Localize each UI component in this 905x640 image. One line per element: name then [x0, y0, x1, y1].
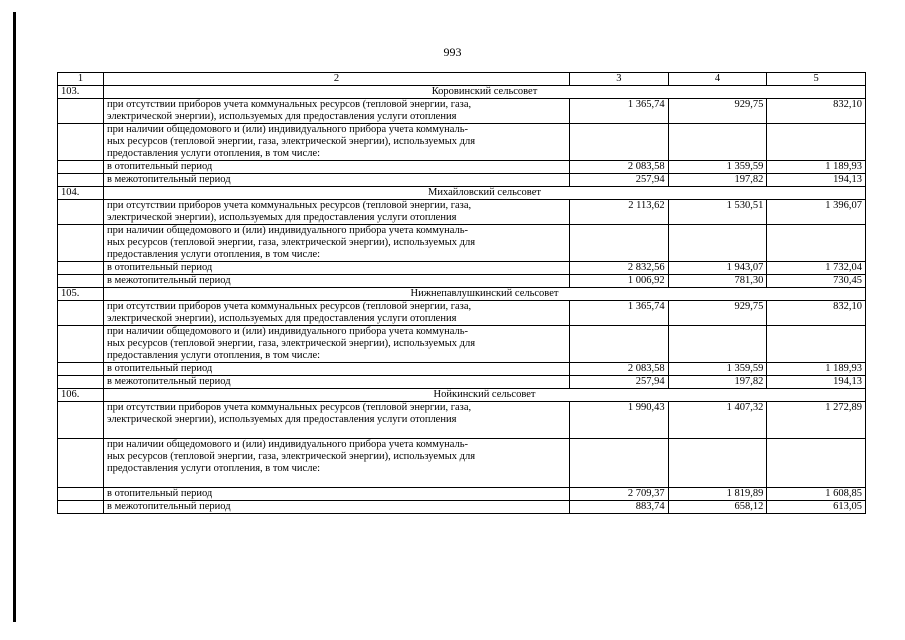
value-col-3: 2 832,56 [570, 262, 669, 275]
value-col-4: 197,82 [668, 174, 767, 187]
value-col-5: 1 272,89 [767, 402, 866, 439]
absent-meters-description [104, 200, 570, 225]
empty-cell [58, 439, 104, 488]
empty-cell [58, 124, 104, 161]
interheating-period-label: в межотопительный период [104, 275, 570, 288]
empty-cell [767, 124, 866, 161]
text-line: при наличии общедомового и (или) индивидуального прибора учета коммуналь- [107, 439, 469, 450]
value-col-5: 1 189,93 [767, 161, 866, 174]
value-col-4: 1 359,59 [668, 161, 767, 174]
empty-cell [570, 439, 669, 488]
interheating-period-row [58, 275, 866, 288]
value-col-3: 257,94 [570, 174, 669, 187]
present-meters-description [104, 439, 570, 488]
text-line: предоставления услуги отопления, в том числе: [107, 463, 321, 474]
empty-cell [668, 326, 767, 363]
present-meters-row [58, 225, 866, 262]
section-number: 104. [58, 187, 104, 200]
empty-cell [570, 225, 669, 262]
heating-period-row [58, 161, 866, 174]
section-number: 105. [58, 288, 104, 301]
text-line: ных ресурсов (тепловой энергии, газа, электрической энергии), используемых для [107, 451, 476, 462]
value-col-3: 2 083,58 [570, 363, 669, 376]
interheating-period-row [58, 376, 866, 389]
empty-cell [668, 225, 767, 262]
value-col-4: 197,82 [668, 376, 767, 389]
heating-period-row [58, 262, 866, 275]
empty-cell [58, 275, 104, 288]
empty-cell [58, 501, 104, 514]
section-row [58, 86, 866, 99]
value-col-3: 1 365,74 [570, 99, 669, 124]
heating-period-row [58, 488, 866, 501]
heating-period-label: в отопительный период [104, 363, 570, 376]
section-name: Михайловский сельсовет [104, 187, 866, 200]
empty-cell [767, 439, 866, 488]
present-meters-description [104, 225, 570, 262]
header-col-4: 4 [668, 73, 767, 86]
present-meters-description [104, 124, 570, 161]
text-line: предоставления услуги отопления, в том числе: [107, 350, 321, 361]
value-col-5: 1 396,07 [767, 200, 866, 225]
value-col-3: 1 006,92 [570, 275, 669, 288]
section-name: Коровинский сельсовет [104, 86, 866, 99]
empty-cell [58, 262, 104, 275]
empty-cell [58, 363, 104, 376]
empty-cell [58, 225, 104, 262]
value-col-4: 1 819,89 [668, 488, 767, 501]
value-col-4: 929,75 [668, 301, 767, 326]
value-col-5: 1 608,85 [767, 488, 866, 501]
value-col-3: 2 083,58 [570, 161, 669, 174]
value-col-5: 194,13 [767, 174, 866, 187]
text-line: при наличии общедомового и (или) индивидуального прибора учета коммуналь- [107, 124, 469, 135]
section-name: Нижнепавлушкинский сельсовет [104, 288, 866, 301]
value-col-4: 1 530,51 [668, 200, 767, 225]
header-row [58, 73, 866, 86]
empty-cell [767, 225, 866, 262]
value-col-3: 257,94 [570, 376, 669, 389]
absent-meters-description [104, 301, 570, 326]
present-meters-row [58, 124, 866, 161]
value-col-3: 1 990,43 [570, 402, 669, 439]
header-col-5: 5 [767, 73, 866, 86]
present-meters-row [58, 326, 866, 363]
absent-meters-row [58, 402, 866, 439]
text-line: электрической энергии), используемых для предоставления услуги отопления [107, 313, 457, 324]
value-col-3: 883,74 [570, 501, 669, 514]
interheating-period-label: в межотопительный период [104, 376, 570, 389]
tariff-table [57, 72, 866, 514]
value-col-5: 1 732,04 [767, 262, 866, 275]
heating-period-label: в отопительный период [104, 262, 570, 275]
text-line: при наличии общедомового и (или) индивидуального прибора учета коммуналь- [107, 326, 469, 337]
left-margin-bar [13, 12, 16, 622]
text-line: ных ресурсов (тепловой энергии, газа, электрической энергии), используемых для [107, 237, 476, 248]
text-line: предоставления услуги отопления, в том числе: [107, 148, 321, 159]
empty-cell [570, 326, 669, 363]
value-col-5: 832,10 [767, 99, 866, 124]
text-line: предоставления услуги отопления, в том числе: [107, 249, 321, 260]
absent-meters-description [104, 99, 570, 124]
empty-cell [668, 124, 767, 161]
empty-cell [767, 326, 866, 363]
empty-cell [58, 99, 104, 124]
empty-cell [58, 326, 104, 363]
text-line: при наличии общедомового и (или) индивидуального прибора учета коммуналь- [107, 225, 469, 236]
header-col-2: 2 [104, 73, 570, 86]
present-meters-description [104, 326, 570, 363]
empty-cell [58, 200, 104, 225]
value-col-4: 1 359,59 [668, 363, 767, 376]
section-row [58, 288, 866, 301]
empty-cell [58, 161, 104, 174]
section-row [58, 187, 866, 200]
empty-cell [58, 301, 104, 326]
absent-meters-description [104, 402, 570, 439]
value-col-5: 1 189,93 [767, 363, 866, 376]
text-line: при отсутствии приборов учета коммунальных ресурсов (тепловой энергии, газа, [107, 402, 472, 413]
present-meters-row [58, 439, 866, 488]
text-line: ных ресурсов (тепловой энергии, газа, электрической энергии), используемых для [107, 136, 476, 147]
text-line: ных ресурсов (тепловой энергии, газа, электрической энергии), используемых для [107, 338, 476, 349]
interheating-period-label: в межотопительный период [104, 501, 570, 514]
interheating-period-row [58, 501, 866, 514]
text-line: электрической энергии), используемых для предоставления услуги отопления [107, 414, 457, 425]
absent-meters-row [58, 99, 866, 124]
value-col-4: 781,30 [668, 275, 767, 288]
value-col-4: 1 407,32 [668, 402, 767, 439]
text-line: при отсутствии приборов учета коммунальных ресурсов (тепловой энергии, газа, [107, 99, 472, 110]
value-col-4: 658,12 [668, 501, 767, 514]
value-col-5: 730,45 [767, 275, 866, 288]
heating-period-label: в отопительный период [104, 161, 570, 174]
value-col-5: 832,10 [767, 301, 866, 326]
section-name: Нойкинский сельсовет [104, 389, 866, 402]
section-number: 106. [58, 389, 104, 402]
section-row [58, 389, 866, 402]
text-line: при отсутствии приборов учета коммунальных ресурсов (тепловой энергии, газа, [107, 301, 472, 312]
empty-cell [58, 376, 104, 389]
heating-period-label: в отопительный период [104, 488, 570, 501]
section-number: 103. [58, 86, 104, 99]
empty-cell [58, 488, 104, 501]
value-col-5: 613,05 [767, 501, 866, 514]
empty-cell [570, 124, 669, 161]
value-col-3: 1 365,74 [570, 301, 669, 326]
value-col-5: 194,13 [767, 376, 866, 389]
text-line: электрической энергии), используемых для предоставления услуги отопления [107, 111, 457, 122]
text-line: электрической энергии), используемых для предоставления услуги отопления [107, 212, 457, 223]
value-col-3: 2 113,62 [570, 200, 669, 225]
header-col-3: 3 [570, 73, 669, 86]
heating-period-row [58, 363, 866, 376]
interheating-period-label: в межотопительный период [104, 174, 570, 187]
page-number: 993 [443, 45, 462, 59]
text-line: при отсутствии приборов учета коммунальных ресурсов (тепловой энергии, газа, [107, 200, 472, 211]
empty-cell [668, 439, 767, 488]
value-col-4: 929,75 [668, 99, 767, 124]
empty-cell [58, 174, 104, 187]
value-col-4: 1 943,07 [668, 262, 767, 275]
interheating-period-row [58, 174, 866, 187]
absent-meters-row [58, 301, 866, 326]
header-col-1: 1 [58, 73, 104, 86]
absent-meters-row [58, 200, 866, 225]
value-col-3: 2 709,37 [570, 488, 669, 501]
empty-cell [58, 402, 104, 439]
